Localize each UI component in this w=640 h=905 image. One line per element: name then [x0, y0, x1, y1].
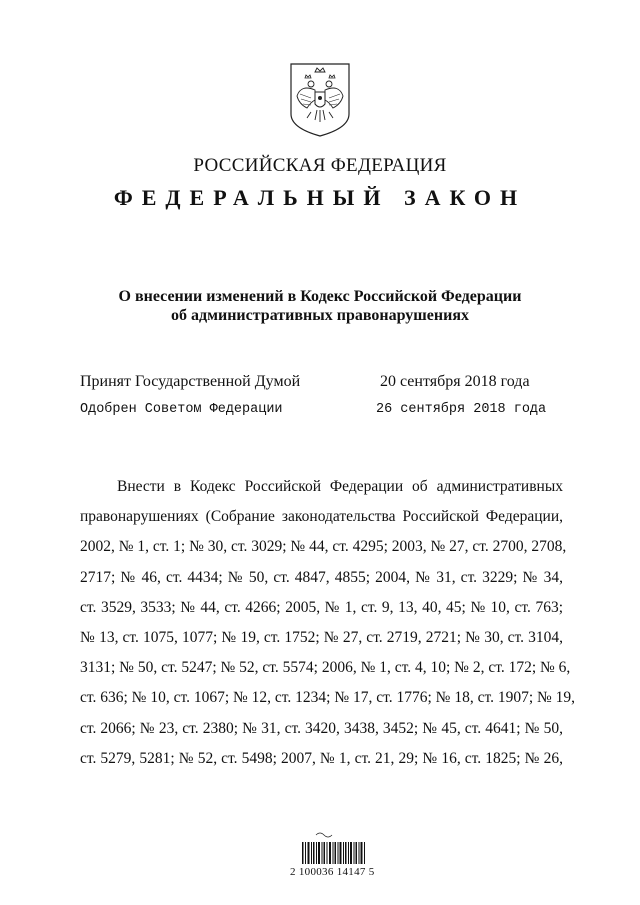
body-line: № 13, ст. 1075, 1077; № 19, ст. 1752; № 27, ст. 2719, 2721; № 30, ст. 3104, — [80, 628, 563, 646]
council-label: Одобрен Советом Федерации — [80, 402, 283, 417]
law-title-line-1: О внесении изменений в Кодекс Российской Федерации — [118, 288, 522, 305]
council-date: 26 сентября 2018 года — [376, 402, 547, 417]
body-line: ст. 3529, 3533; № 44, ст. 4266; 2005, № 1, ст. 9, 13, 40, 45; № 10, ст. 763; — [80, 598, 563, 616]
body-line: ст. 5279, 5281; № 52, ст. 5498; 2007, № 1, ст. 21, 29; № 16, ст. 1825; № 26, — [80, 749, 563, 767]
body-line: ст. 2066; № 23, ст. 2380; № 31, ст. 3420, 3438, 3452; № 45, ст. 4641; № 50, — [80, 719, 563, 737]
duma-label: Принят Государственной Думой — [80, 373, 301, 390]
body-line: ст. 636; № 10, ст. 1067; № 12, ст. 1234; № 17, ст. 1776; № 18, ст. 1907; № 19, — [80, 689, 576, 707]
document-type: ФЕДЕРАЛЬНЫЙ ЗАКОН — [113, 185, 527, 210]
adoption-council-row — [80, 402, 550, 422]
body-line: Внести в Кодекс Российской Федерации об административных — [117, 478, 563, 495]
body-line: 3131; № 50, ст. 5247; № 52, ст. 5574; 2006, № 1, ст. 4, 10; № 2, ст. 172; № 6, — [80, 659, 571, 677]
body-line: 2717; № 46, ст. 4434; № 50, ст. 4847, 4855; 2004, № 31, ст. 3229; № 34, — [80, 568, 563, 586]
body-line: правонарушениях (Собрание законодательства Российской Федерации, — [80, 508, 563, 526]
body-text — [80, 472, 576, 774]
adoption-duma-row — [80, 373, 550, 393]
barcode-number: 2 100036 14147 5 — [290, 866, 375, 878]
law-title — [0, 287, 640, 325]
body-line: 2002, № 1, ст. 1; № 30, ст. 3029; № 44, ст. 4295; 2003, № 27, ст. 2700, 2708, — [80, 538, 567, 556]
country-name: РОССИЙСКАЯ ФЕДЕРАЦИЯ — [193, 155, 447, 176]
duma-date: 20 сентября 2018 года — [380, 373, 530, 390]
russian-coat-of-arms-icon — [289, 62, 351, 138]
law-title-line-2: об административных правонарушениях — [171, 307, 469, 324]
